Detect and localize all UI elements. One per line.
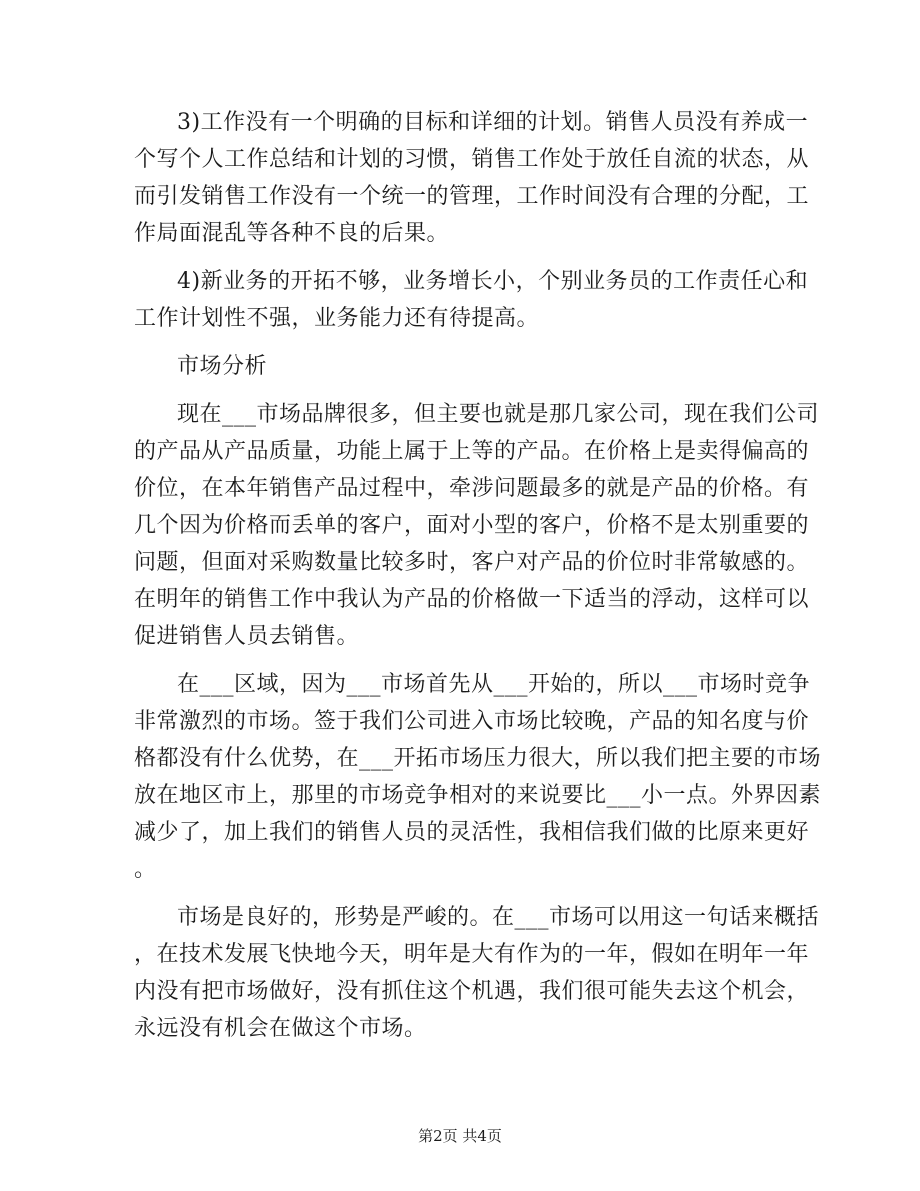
body-text-line: 在___区域，因为___市场首先从___开始的，所以___市场时竞争	[177, 672, 811, 697]
body-text-line: 几个因为价格而丢单的客户，面对小型的客户，价格不是太别重要的	[134, 513, 810, 538]
body-text-line: 4)新业务的开拓不够，业务增长小，个别业务员的工作责任心和	[177, 269, 809, 294]
body-text-line: 永远没有机会在做这个市场。	[134, 1016, 427, 1041]
body-text-line: 。	[134, 857, 157, 882]
body-text-line: 的产品从产品质量，功能上属于上等的产品。在价格上是卖得偏高的	[134, 439, 810, 464]
body-text-line: 问题，但面对采购数量比较多时，客户对产品的价位时非常敏感的。	[134, 550, 810, 575]
section-heading: 市场分析	[177, 354, 268, 379]
body-text-line: 非常激烈的市场。签于我们公司进入市场比较晚，产品的知名度与价	[134, 709, 810, 734]
body-text-line: 3)工作没有一个明确的目标和详细的计划。销售人员没有养成一	[177, 110, 809, 135]
body-text-line: 在明年的销售工作中我认为产品的价格做一下适当的浮动，这样可以	[134, 587, 810, 612]
body-text-line: 作局面混乱等各种不良的后果。	[134, 221, 450, 246]
body-text-line: 内没有把市场做好，没有抓住这个机遇，我们很可能失去这个机会，	[134, 979, 810, 1004]
body-text-line: 现在___市场品牌很多，但主要也就是那几家公司，现在我们公司	[177, 402, 820, 427]
body-text-line: 放在地区市上，那里的市场竞争相对的来说要比___小一点。外界因素	[134, 783, 822, 808]
body-text-line: 减少了，加上我们的销售人员的灵活性，我相信我们做的比原来更好	[134, 820, 810, 845]
body-text-line: ，在技术发展飞快地今天，明年是大有作为的一年，假如在明年一年	[134, 942, 810, 967]
body-text-line: 而引发销售工作没有一个统一的管理，工作时间没有合理的分配，工	[134, 184, 810, 209]
body-text-line: 促进销售人员去销售。	[134, 624, 360, 649]
page-number-footer: 第2页 共4页	[418, 1127, 502, 1145]
body-text-line: 格都没有什么优势，在___开拓市场压力很大，所以我们把主要的市场	[134, 746, 822, 771]
body-text-line: 工作计划性不强，业务能力还有待提高。	[134, 306, 540, 331]
body-text-line: 市场是良好的，形势是严峻的。在___市场可以用这一句话来概括	[177, 905, 820, 930]
body-text-line: 个写个人工作总结和计划的习惯，销售工作处于放任自流的状态，从	[134, 147, 810, 172]
body-text-line: 价位，在本年销售产品过程中，牵涉问题最多的就是产品的价格。有	[134, 476, 810, 501]
